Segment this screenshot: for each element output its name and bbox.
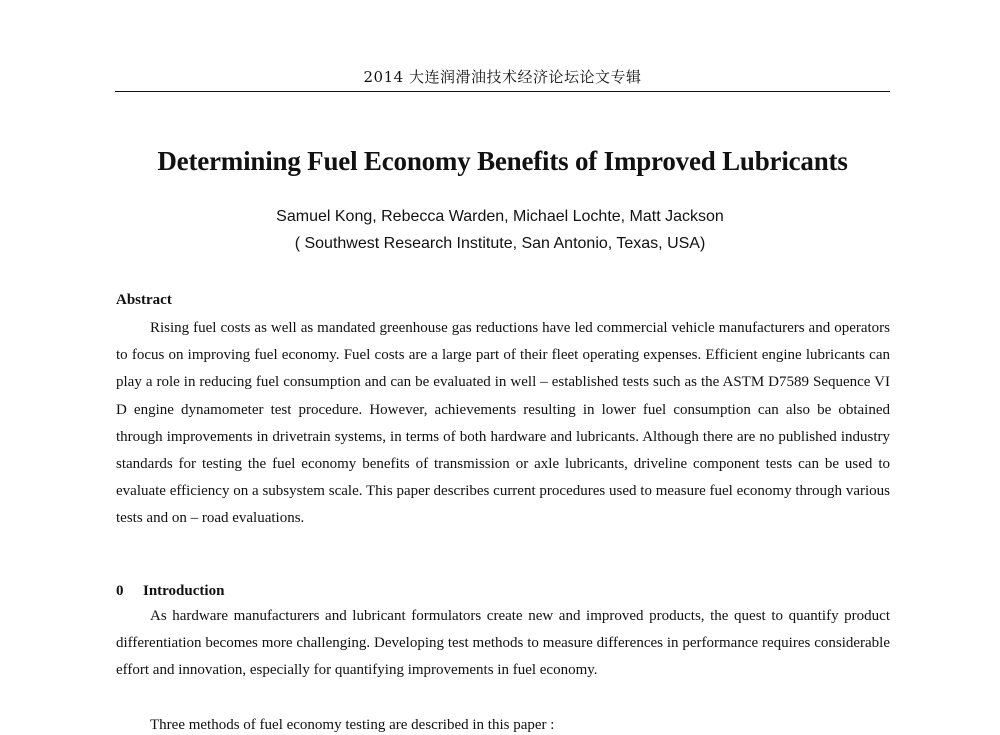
header-rule xyxy=(115,91,890,92)
section-title: Introduction xyxy=(143,583,225,599)
running-head: 2014 大连润滑油技术经济论坛论文专辑 xyxy=(363,68,642,86)
methods-intro-line: Three methods of fuel economy testing are described in this paper : xyxy=(150,717,555,733)
introduction-heading xyxy=(116,583,224,600)
author-affiliation: ( Southwest Research Institute, San Antonio, Texas, USA) xyxy=(294,235,706,252)
introduction-body: As hardware manufacturers and lubricant formulators create new and improved products, the quest to quantify product differentiation becomes more challenging. Developing test methods to measure differences in performance requires considerable effort and innovation, especially for quantifying improvements in fuel economy. xyxy=(116,608,890,679)
abstract-body: Rising fuel costs as well as mandated greenhouse gas reductions have led commercial vehicle manufacturers and operators to focus on improving fuel economy. Fuel costs are a large part of their fleet operating expenses. Efficient engine lubricants can play a role in reducing fuel consumption and can be evaluated in well – established tests such as the ASTM D7589 Sequence VI D engine dynamometer test procedure. However, achievements resulting in lower fuel consumption can also be obtained through improvements in drivetrain systems, in terms of both hardware and lubricants. Although there are no published industry standards for testing the fuel economy benefits of transmission or axle lubricants, driveline component tests can be used to evaluate efficiency on a subsystem scale. This paper describes current procedures used to measure fuel economy through various tests and on – road evaluations. xyxy=(116,320,890,527)
paper-title: Determining Fuel Economy Benefits of Improved Lubricants xyxy=(157,146,848,176)
abstract-heading: Abstract xyxy=(116,292,172,308)
section-number: 0 xyxy=(116,583,124,599)
author-list: Samuel Kong, Rebecca Warden, Michael Lochte, Matt Jackson xyxy=(276,208,724,225)
